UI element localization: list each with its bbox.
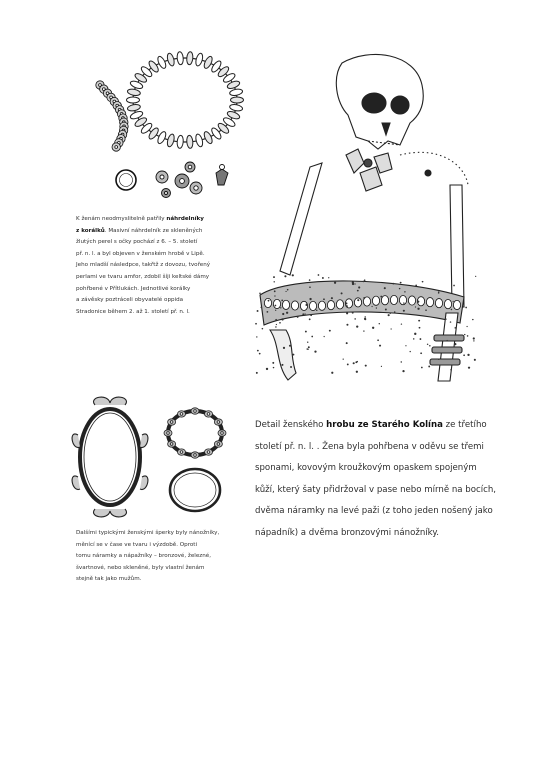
caption-text: perlami ve tvaru amfor, zdobil šíji keltské dámy	[76, 273, 210, 280]
caption-line	[255, 415, 525, 437]
caption-line	[255, 437, 525, 459]
amphora-necklace	[127, 51, 244, 148]
caption-text: stejně tak jako mužům.	[76, 576, 142, 583]
caption-text: sponami, kovovým kroužkovým opaskem spojeným	[255, 463, 477, 474]
caption-text: Dalšími typickými ženskými šperky byly nánožníky,	[76, 530, 220, 536]
necklaces-illustration	[70, 45, 245, 205]
caption-text: nápadník) a dvěma bronzovými nánožníky.	[255, 527, 439, 538]
anklets-illustration	[70, 395, 235, 520]
caption-line	[76, 226, 210, 238]
caption-line	[76, 272, 210, 284]
chest-fibulae	[346, 149, 392, 191]
caption-line	[76, 284, 210, 296]
caption-line	[255, 480, 525, 502]
caption-text: století př. n. l. . Žena byla pohřbena v oděvu se třemi	[255, 441, 484, 452]
grave-skeleton-illustration	[250, 45, 482, 395]
caption-emphasis: hrobu ze Starého Kolína	[326, 420, 443, 430]
caption-line	[76, 551, 219, 563]
caption-text: tomu náramky a nápažníky – bronzové, železné,	[76, 553, 211, 560]
left-humerus	[280, 163, 322, 275]
caption-emphasis: náhrdelníky	[166, 216, 204, 222]
caption-anklets	[76, 528, 219, 586]
caption-line	[255, 523, 525, 545]
caption-text: žlutých perel s očky pochází z 6. – 5. století	[76, 239, 198, 246]
caption-text: pohřbené v Přítlukách. Jednotlivé korálky	[76, 285, 191, 292]
caption-text: K ženám neodmyslitelně patřily	[76, 216, 167, 222]
caption-text: . Masivní náhrdelník ze skleněných	[104, 227, 203, 234]
caption-line	[76, 295, 210, 307]
caption-line	[255, 458, 525, 480]
caption-line	[76, 540, 219, 552]
caption-line	[255, 501, 525, 523]
caption-text: švartnové, nebo skleněné, byly vlastní ženám	[76, 564, 205, 571]
caption-text: dvěma náramky na levé paži (z toho jeden nošený jako	[255, 506, 493, 517]
single-beads	[116, 162, 228, 198]
caption-text: měnící se v čase ve tvaru i výzdobě. Oproti	[76, 541, 198, 548]
caption-line	[76, 249, 210, 261]
caption-grave	[255, 415, 525, 545]
caption-line	[76, 528, 219, 540]
caption-text: Detail ženského	[255, 420, 327, 430]
caption-emphasis: z korálků	[76, 227, 105, 234]
caption-necklaces	[76, 214, 210, 318]
caption-line	[76, 237, 210, 249]
glass-bead-necklace	[96, 81, 128, 151]
plain-bracelet	[170, 469, 220, 511]
caption-line	[76, 307, 210, 319]
knobbed-anklet	[72, 397, 148, 517]
caption-text: Jeho mladší následpce, takřtž z dovozu, tvořený	[76, 262, 211, 269]
arm-bracelets	[430, 335, 464, 365]
caption-line	[76, 563, 219, 575]
right-humerus	[450, 185, 464, 307]
caption-text: a závěsky poztráceli obyvatelé oppida	[76, 297, 184, 304]
caption-line	[76, 260, 210, 272]
caption-text: kůží, který šaty přidržoval v pase nebo mírně na bocích,	[255, 484, 497, 495]
caption-line	[76, 574, 219, 586]
caption-text: Stradonice během 2. až 1. století př. n. l.	[76, 308, 190, 315]
caption-text: ze třetího	[442, 420, 487, 430]
segmented-bracelet	[164, 408, 226, 458]
caption-text: př. n. l. a byl objeven v ženském hrobě v Lipě.	[76, 250, 205, 257]
caption-line	[76, 214, 210, 226]
